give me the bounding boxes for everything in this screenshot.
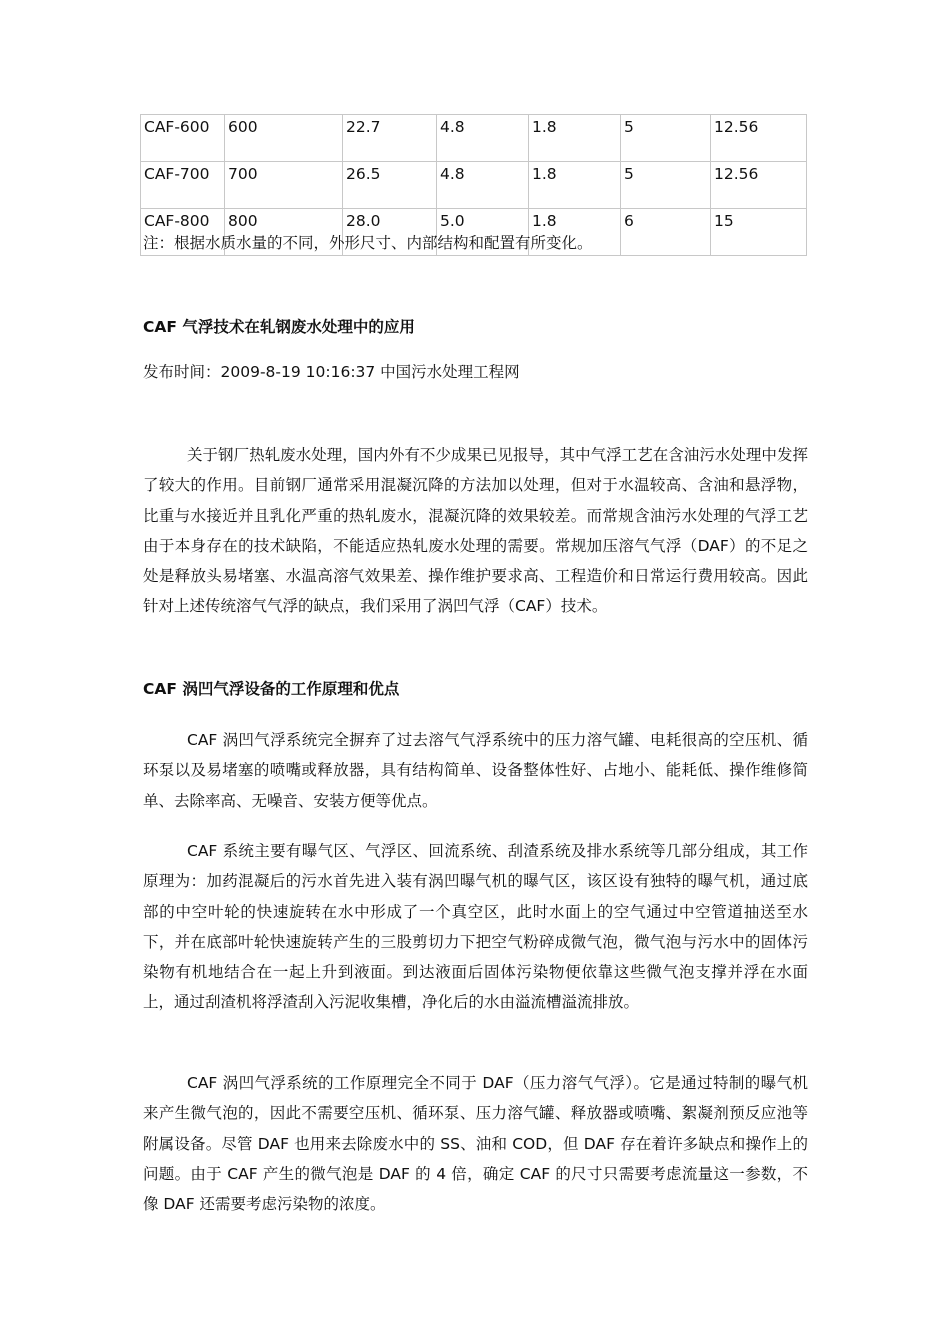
table-cell: CAF-700 bbox=[141, 162, 225, 209]
table-cell: 6 bbox=[621, 209, 711, 256]
table-cell: 28.0 bbox=[343, 209, 437, 256]
table-cell: 600 bbox=[225, 115, 343, 162]
table-cell: 15 bbox=[711, 209, 807, 256]
table-cell: 5 bbox=[621, 115, 711, 162]
table-cell: 5 bbox=[621, 162, 711, 209]
article-title: CAF 气浮技术在轧钢废水处理中的应用 bbox=[143, 318, 415, 336]
intro-paragraph: 关于钢厂热轧废水处理，国内外有不少成果已见报导，其中气浮工艺在含油污水处理中发挥了较大的作用。目前钢厂通常采用混凝沉降的方法加以处理，但对于水温较高、含油和悬浮物，比重与水接近并且乳化严重的热轧废水，混凝沉降的效果较差。而常规含油污水处理的气浮工艺由于本身存在的技术缺陷，不能适应热轧废水处理的需要。常规加压溶气气浮（DAF）的不足之处是释放头易堵塞、水温高溶气效果差、操作维护要求高、工程造价和日常运行费用较高。因此针对上述传统溶气气浮的缺点，我们采用了涡凹气浮（CAF）技术。 bbox=[143, 446, 808, 616]
table-cell: 26.5 bbox=[343, 162, 437, 209]
paragraph-advantages: CAF 涡凹气浮系统完全摒弃了过去溶气气浮系统中的压力溶气罐、电耗很高的空压机、循环泵以及易堵塞的喷嘴或释放器，具有结构简单、设备整体性好、占地小、能耗低、操作维修简单、去除率高、无噪音、安装方便等优点。 bbox=[143, 731, 808, 810]
paragraph-caf-vs-daf: CAF 涡凹气浮系统的工作原理完全不同于 DAF（压力溶气气浮）。它是通过特制的曝气机来产生微气泡的，因此不需要空压机、循环泵、压力溶气罐、释放器或喷嘴、絮凝剂预反应池等附属设备。尽管 DAF 也用来去除废水中的 SS、油和 COD，但 DAF 存在着许多缺点和操作上的问题。由于 CAF 产生的微气泡是 DAF 的 4 倍，确定 CAF 的尺寸只需要考虑流量这一参数，不像 DAF 还需要考虑污染物的浓度。 bbox=[143, 1074, 808, 1214]
table-cell: 12.56 bbox=[711, 162, 807, 209]
publish-meta: 发布时间：2009-8-19 10:16:37 中国污水处理工程网 bbox=[143, 363, 520, 381]
section-heading: CAF 涡凹气浮设备的工作原理和优点 bbox=[143, 680, 400, 698]
table-cell: 1.8 bbox=[529, 209, 621, 256]
table-note: 注：根据水质水量的不同，外形尺寸、内部结构和配置有所变化。 bbox=[143, 234, 593, 252]
table-cell: 4.8 bbox=[437, 115, 529, 162]
table-cell: 4.8 bbox=[437, 162, 529, 209]
table-cell: 12.56 bbox=[711, 115, 807, 162]
table-cell: 1.8 bbox=[529, 115, 621, 162]
paragraph-working-principle: CAF 系统主要有曝气区、气浮区、回流系统、刮渣系统及排水系统等几部分组成，其工作原理为：加药混凝后的污水首先进入装有涡凹曝气机的曝气区，该区设有独特的曝气机，通过底部的中空叶轮的快速旋转在水中形成了一个真空区，此时水面上的空气通过中空管道抽送至水下，并在底部叶轮快速旋转产生的三股剪切力下把空气粉碎成微气泡，微气泡与污水中的固体污染物有机地结合在一起上升到液面。到达液面后固体污染物便依靠这些微气泡支撑并浮在水面上，通过刮渣机将浮渣刮入污泥收集槽，净化后的水由溢流槽溢流排放。 bbox=[143, 842, 808, 1012]
table-row bbox=[141, 115, 807, 162]
table-cell: 700 bbox=[225, 162, 343, 209]
table-cell: 22.7 bbox=[343, 115, 437, 162]
table-cell: CAF-800 bbox=[141, 209, 225, 256]
table-cell: 5.0 bbox=[437, 209, 529, 256]
table-cell: 800 bbox=[225, 209, 343, 256]
table-row bbox=[141, 162, 807, 209]
table-cell: 1.8 bbox=[529, 162, 621, 209]
table-cell: CAF-600 bbox=[141, 115, 225, 162]
